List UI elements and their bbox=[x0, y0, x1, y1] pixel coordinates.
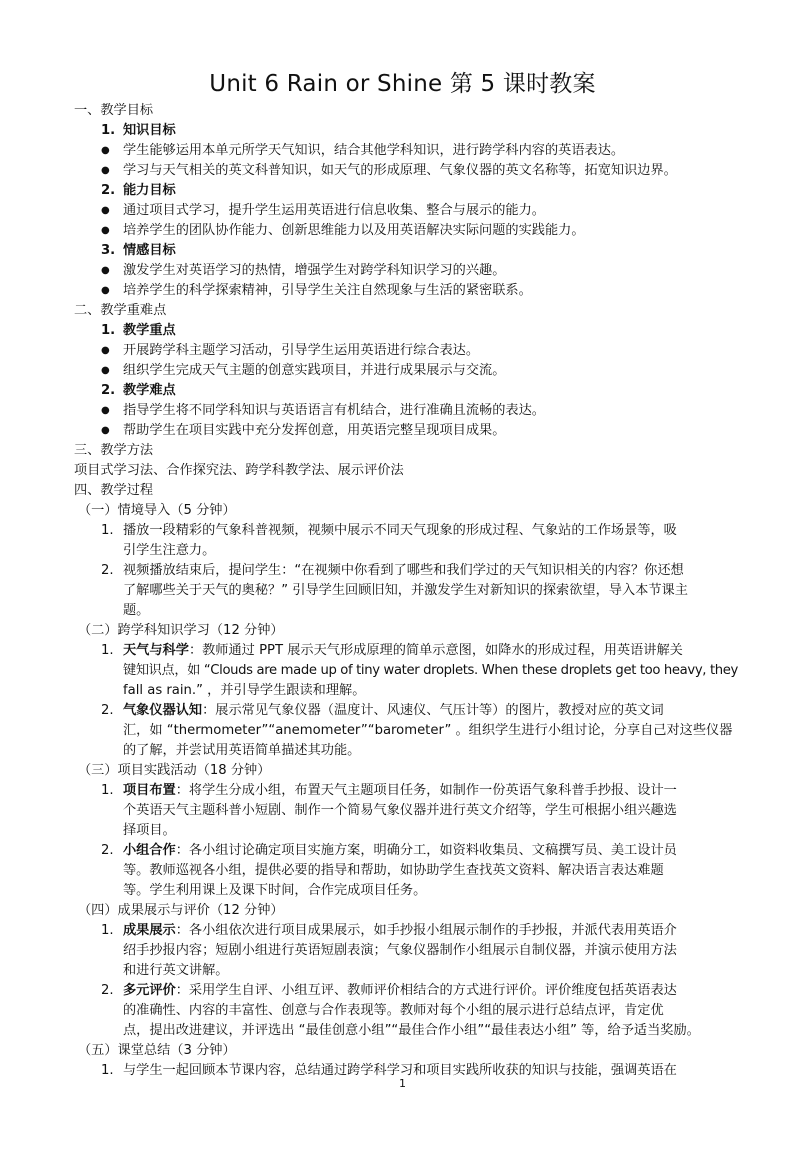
list-item: 培养学生的科学探索精神，引导学生关注自然现象与生活的紧密联系。 bbox=[123, 283, 532, 298]
list-number: 1. bbox=[101, 1063, 114, 1078]
text-line bbox=[123, 981, 677, 1001]
section-heading: 一、教学目标 bbox=[74, 103, 154, 118]
text-line: 题。 bbox=[123, 603, 150, 618]
list-number: 2. bbox=[101, 843, 114, 858]
bullet-icon: ● bbox=[101, 265, 110, 276]
text-line: 引学生注意力。 bbox=[123, 543, 216, 558]
list-number: 1. bbox=[101, 923, 114, 938]
bold-term: 气象仪器认知 bbox=[123, 703, 203, 718]
list-number: 2. bbox=[101, 183, 116, 198]
section-heading: 二、教学重难点 bbox=[74, 303, 167, 318]
bullet-icon: ● bbox=[101, 345, 110, 356]
page-number: 1 bbox=[399, 1077, 406, 1090]
subsection-heading: 教学重点 bbox=[123, 323, 176, 338]
text-run: ：各小组依次进行项目成果展示，如手抄报小组展示制作的手抄报，并派代表用英语介 bbox=[175, 923, 677, 938]
text-line: 与学生一起回顾本节课内容，总结通过跨学科学习和项目实践所收获的知识与技能，强调英语在 bbox=[123, 1063, 677, 1078]
bullet-icon: ● bbox=[101, 365, 110, 376]
text-line: fall as rain.” ，并引导学生跟读和理解。 bbox=[123, 683, 366, 698]
bold-term: 小组合作 bbox=[123, 843, 176, 858]
step-heading: （五）课堂总结（3 分钟） bbox=[78, 1043, 236, 1058]
list-number: 1. bbox=[101, 323, 116, 338]
bold-term: 多元评价 bbox=[123, 983, 176, 998]
text-run: ：采用学生自评、小组互评、教师评价相结合的方式进行评价。评价维度包括英语表达 bbox=[175, 983, 677, 998]
section-heading: 三、教学方法 bbox=[74, 443, 154, 458]
step-heading: （一）情境导入（5 分钟） bbox=[78, 503, 236, 518]
subsection-heading: 教学难点 bbox=[123, 383, 176, 398]
bullet-icon: ● bbox=[101, 225, 110, 236]
list-item: 组织学生完成天气主题的创意实践项目，并进行成果展示与交流。 bbox=[123, 363, 506, 378]
bullet-icon: ● bbox=[101, 205, 110, 216]
text-run: ：展示常见气象仪器（温度计、风速仪、气压计等）的图片，教授对应的英文词 bbox=[202, 703, 664, 718]
text-line bbox=[123, 921, 677, 941]
list-item: 学习与天气相关的英文科普知识，如天气的形成原理、气象仪器的英文名称等，拓宽知识边界。 bbox=[123, 163, 677, 178]
bullet-icon: ● bbox=[101, 165, 110, 176]
list-number: 2. bbox=[101, 703, 114, 718]
bullet-icon: ● bbox=[101, 285, 110, 296]
section-heading: 四、教学过程 bbox=[74, 483, 154, 498]
list-number: 1. bbox=[101, 523, 114, 538]
text-line: 的准确性、内容的丰富性、创意与合作表现等。教师对每个小组的展示进行总结点评，肯定优 bbox=[123, 1003, 664, 1018]
subsection-heading: 情感目标 bbox=[123, 243, 176, 258]
list-number: 3. bbox=[101, 243, 116, 258]
bullet-icon: ● bbox=[101, 425, 110, 436]
step-heading: （四）成果展示与评价（12 分钟） bbox=[78, 903, 284, 918]
text-line: 点，提出改进建议，并评选出 “最佳创意小组”“最佳合作小组”“最佳表达小组” 等，给予适当奖励。 bbox=[123, 1023, 700, 1038]
text-line: 视频播放结束后，提问学生：“在视频中你看到了哪些和我们学过的天气知识相关的内容？你还想 bbox=[123, 563, 684, 578]
list-number: 2. bbox=[101, 563, 114, 578]
text-line: 了解哪些关于天气的奥秘？” 引导学生回顾旧知，并激发学生对新知识的探索欲望，导入本节课主 bbox=[123, 583, 688, 598]
bullet-icon: ● bbox=[101, 145, 110, 156]
list-item: 激发学生对英语学习的热情，增强学生对跨学科知识学习的兴趣。 bbox=[123, 263, 506, 278]
text-line bbox=[123, 841, 677, 861]
list-number: 2. bbox=[101, 983, 114, 998]
bold-term: 成果展示 bbox=[123, 923, 176, 938]
text-line: 键知识点，如 “Clouds are made up of tiny water droplets. When these droplets get too heavy, they bbox=[123, 663, 738, 678]
page-title: Unit 6 Rain or Shine 第 5 课时教案 bbox=[209, 71, 596, 97]
text-line: 绍手抄报内容；短剧小组进行英语短剧表演；气象仪器制作小组展示自制仪器，并演示使用方法 bbox=[123, 943, 677, 958]
list-item: 开展跨学科主题学习活动，引导学生运用英语进行综合表达。 bbox=[123, 343, 480, 358]
list-number: 1. bbox=[101, 643, 114, 658]
text-line bbox=[123, 781, 677, 801]
text-line: 等。教师巡视各小组，提供必要的指导和帮助，如协助学生查找英文资料、解决语言表达难题 bbox=[123, 863, 664, 878]
paragraph: 项目式学习法、合作探究法、跨学科教学法、展示评价法 bbox=[74, 463, 404, 478]
text-line bbox=[123, 641, 683, 661]
step-heading: （三）项目实践活动（18 分钟） bbox=[78, 763, 271, 778]
list-item: 帮助学生在项目实践中充分发挥创意，用英语完整呈现项目成果。 bbox=[123, 423, 506, 438]
list-number: 1. bbox=[101, 783, 114, 798]
list-item: 通过项目式学习，提升学生运用英语进行信息收集、整合与展示的能力。 bbox=[123, 203, 545, 218]
subsection-heading: 能力目标 bbox=[123, 183, 176, 198]
subsection-heading: 知识目标 bbox=[123, 123, 176, 138]
text-line: 等。学生利用课上及课下时间，合作完成项目任务。 bbox=[123, 883, 427, 898]
text-line bbox=[123, 701, 664, 721]
text-line: 汇，如 “thermometer”“anemometer”“barometer” 。组织学生进行小组讨论，分享自己对这些仪器 bbox=[123, 723, 733, 738]
list-item: 指导学生将不同学科知识与英语语言有机结合，进行准确且流畅的表达。 bbox=[123, 403, 545, 418]
list-number: 1. bbox=[101, 123, 116, 138]
text-line: 的了解，并尝试用英语简单描述其功能。 bbox=[123, 743, 361, 758]
text-run: ：将学生分成小组，布置天气主题项目任务，如制作一份英语气象科普手抄报、设计一 bbox=[175, 783, 677, 798]
list-item: 培养学生的团队协作能力、创新思维能力以及用英语解决实际问题的实践能力。 bbox=[123, 223, 585, 238]
text-run: ：各小组讨论确定项目实施方案，明确分工，如资料收集员、文稿撰写员、美工设计员 bbox=[175, 843, 677, 858]
text-line: 和进行英文讲解。 bbox=[123, 963, 229, 978]
bullet-icon: ● bbox=[101, 405, 110, 416]
step-heading: （二）跨学科知识学习（12 分钟） bbox=[78, 623, 284, 638]
text-run: ：教师通过 PPT 展示天气形成原理的简单示意图，如降水的形成过程，用英语讲解关 bbox=[188, 643, 683, 658]
list-item: 学生能够运用本单元所学天气知识，结合其他学科知识，进行跨学科内容的英语表达。 bbox=[123, 143, 625, 158]
text-line: 个英语天气主题科普小短剧、制作一个简易气象仪器并进行英文介绍等，学生可根据小组兴趣选 bbox=[123, 803, 677, 818]
bold-term: 天气与科学 bbox=[123, 643, 189, 658]
text-line: 择项目。 bbox=[123, 823, 176, 838]
bold-term: 项目布置 bbox=[123, 783, 176, 798]
list-number: 2. bbox=[101, 383, 116, 398]
text-line: 播放一段精彩的气象科普视频，视频中展示不同天气现象的形成过程、气象站的工作场景等，吸 bbox=[123, 523, 677, 538]
